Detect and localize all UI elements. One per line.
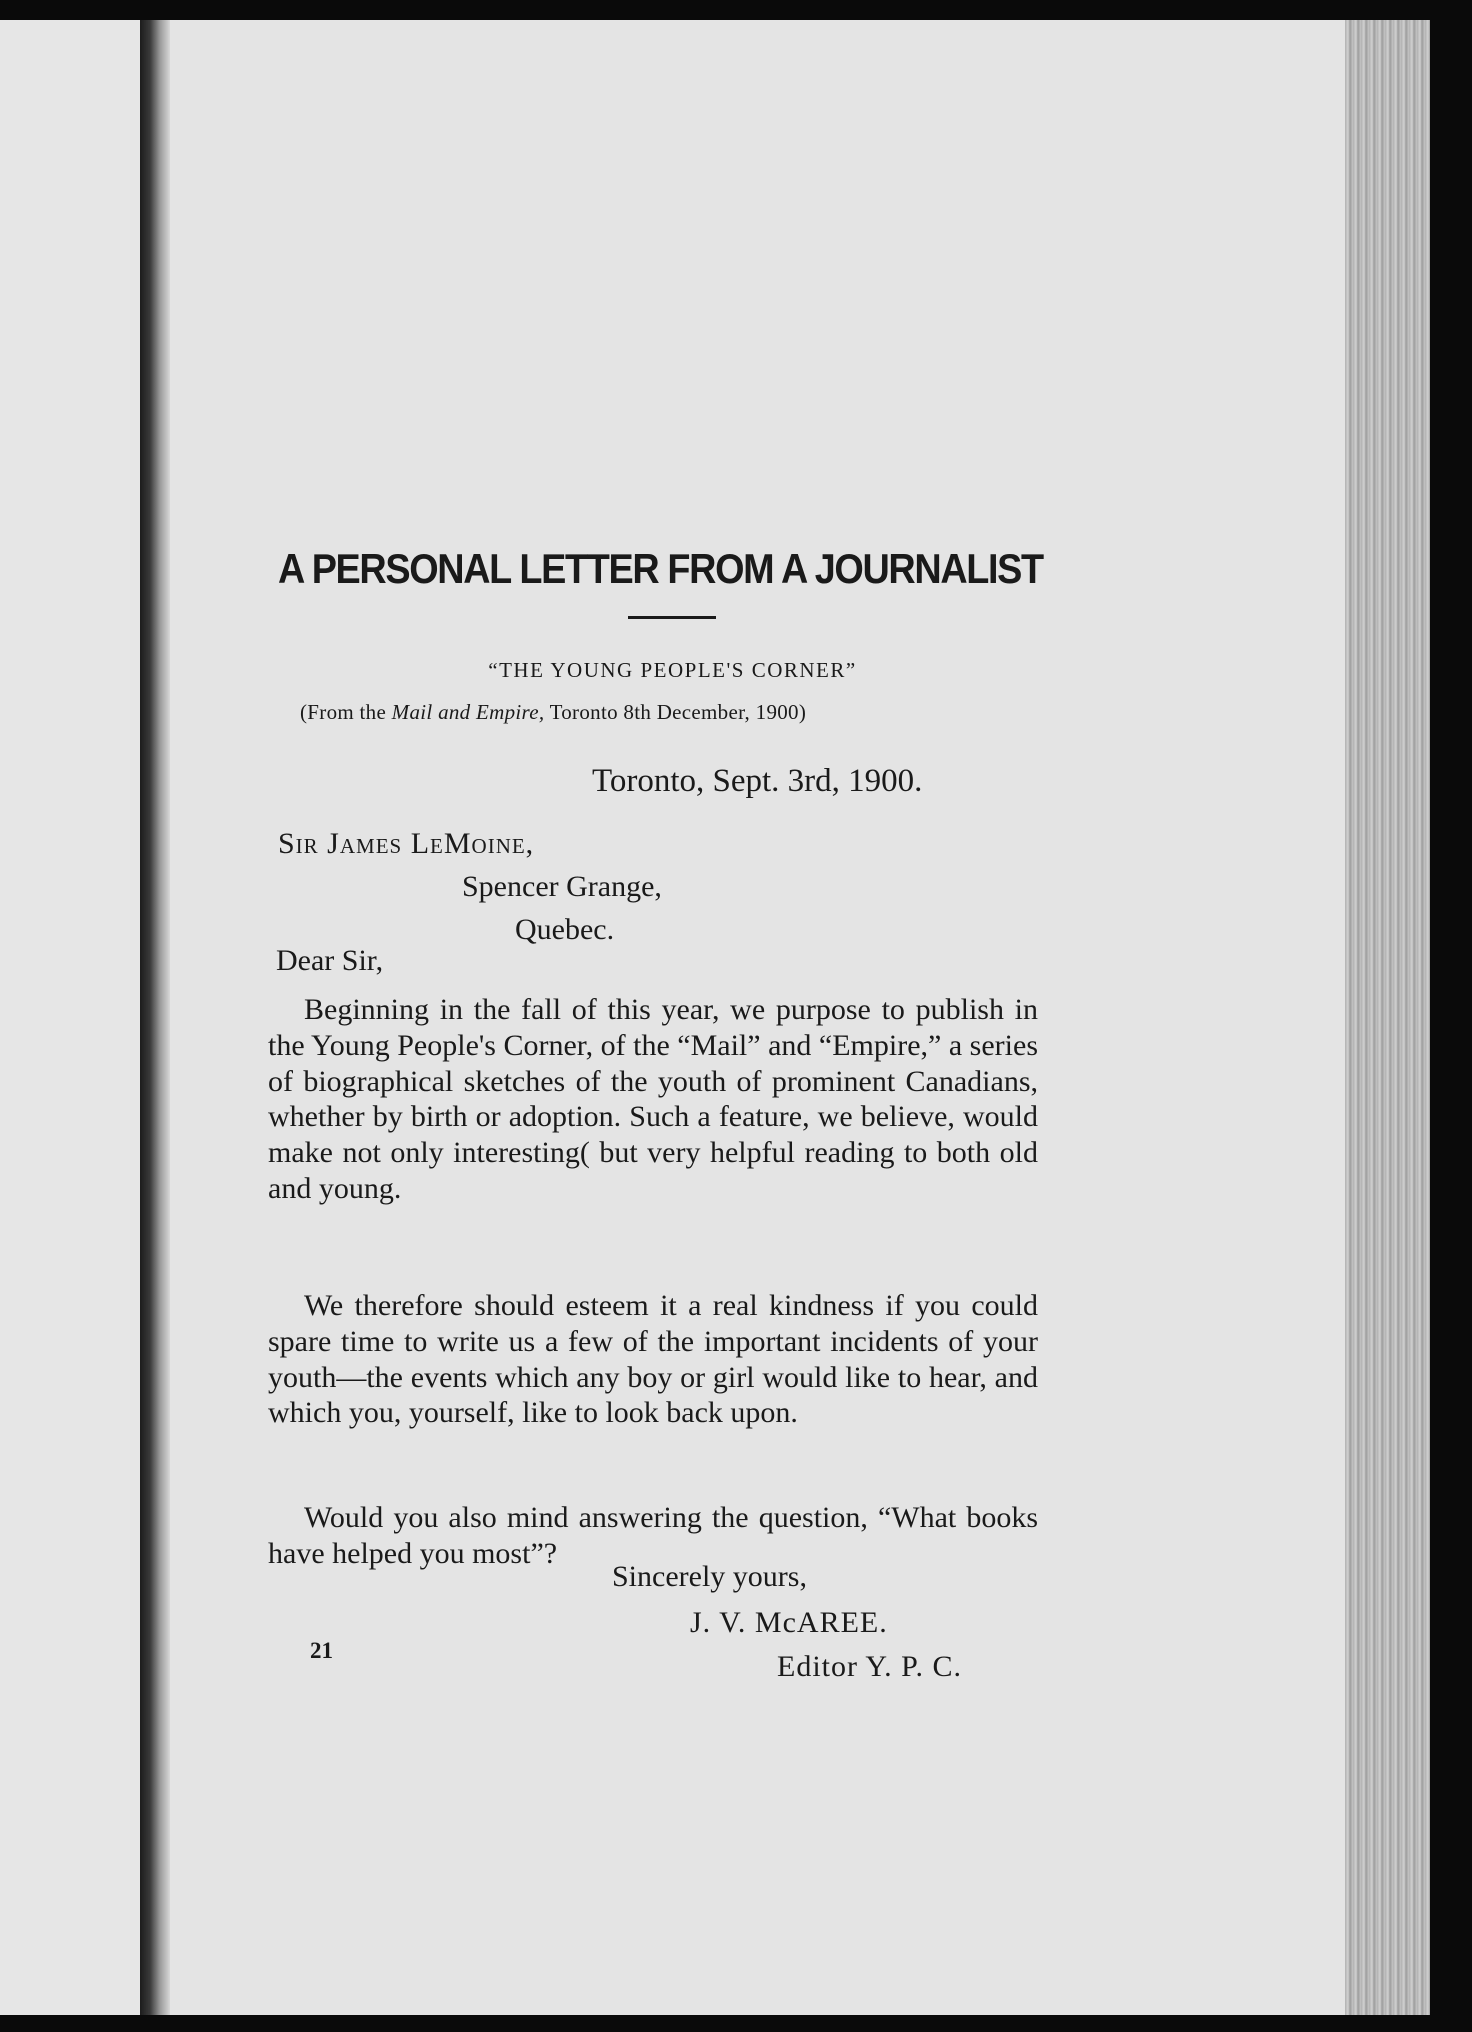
title-rule xyxy=(628,616,716,619)
background-edge xyxy=(1430,0,1472,2032)
page-edges xyxy=(1345,20,1430,2015)
recipient-name: Sir James LeMoine, xyxy=(278,827,535,860)
letter-paragraph: Beginning in the fall of this year, we purpose to publish in the Young People's Corner, of the “Mail” and “Empire,” a series of biographical sketches of the youth of prominent Canadians, whether by birth or adoption. Such a feature, we believe, would make not only interesting( but very helpful reading to both old and young. xyxy=(268,993,1038,1205)
source-citation xyxy=(300,700,806,725)
letter-paragraph: Would you also mind answering the question, “What books have helped you most”? xyxy=(268,1501,1038,1570)
letter-closing: Sincerely yours, xyxy=(612,1560,807,1593)
source-prefix: (From the xyxy=(300,700,392,724)
source-suffix: Toronto 8th December, 1900) xyxy=(544,700,807,724)
recipient-address-line1: Spencer Grange, xyxy=(462,870,662,903)
source-publication: Mail and Empire, xyxy=(391,700,545,724)
letter-title: A PERSONAL LETTER FROM A JOURNALIST xyxy=(278,545,1043,592)
salutation: Dear Sir, xyxy=(276,944,384,977)
letter-paragraph: We therefore should esteem it a real kindness if you could spare time to write us a few of the important incidents of your youth—the events which any boy or girl would like to hear, and which you, yourself, like to look back upon. xyxy=(268,1289,1038,1430)
book-spine xyxy=(140,20,170,2015)
signature-name: J. V. McAREE. xyxy=(690,1606,888,1639)
recipient-address-line2: Quebec. xyxy=(515,913,615,946)
signature-title: Editor Y. P. C. xyxy=(777,1650,963,1683)
letter-dateline: Toronto, Sept. 3rd, 1900. xyxy=(592,763,923,799)
facing-page xyxy=(0,20,140,2015)
page-number: 21 xyxy=(310,1638,333,1663)
column-subtitle: “THE YOUNG PEOPLE'S CORNER” xyxy=(488,658,857,682)
